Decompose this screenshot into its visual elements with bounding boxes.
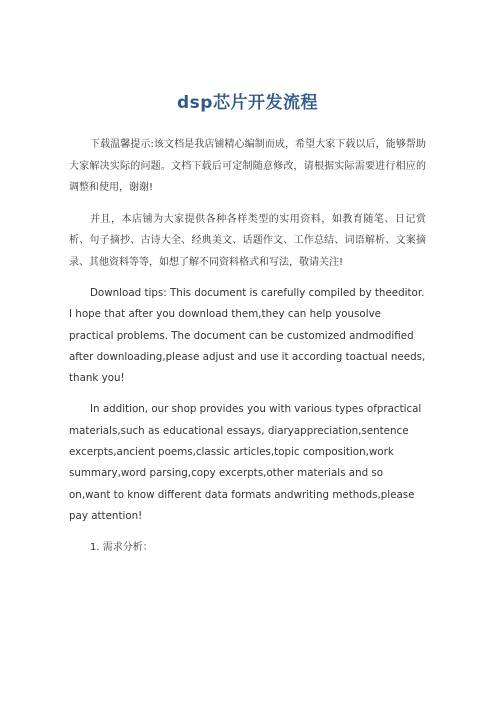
document-title: dsp芯片开发流程	[177, 93, 318, 113]
paragraph-download-tips-en: Download tips: This document is carefully compiled by theeditor. I hope that after you download them,they can help yousolve practical problems. The document can be customized andmodified after downloading,please adjust and use it according toactual needs, thank you!	[69, 287, 426, 385]
paragraph-download-tips-cn: 下载温馨提示:该文档是我店铺精心编制而成，希望大家下载以后，能够帮助大家解决实际的问题。文档下载后可定制随意修改，请根据实际需要进行相应的调整和使用，谢谢!	[69, 139, 426, 193]
list-item-requirements: 1. 需求分析：	[90, 542, 153, 554]
paragraph-shop-intro-en: In addition, our shop provides you with various types ofpractical materials,such as educational essays, diaryappreciation,sentence excerpts,ancient poems,classic articles,topic composition,work summary,word parsing,copy excerpts,other materials and so on,want to know different data formats andwriting methods,please pay attention!	[69, 403, 422, 522]
paragraph-shop-intro-cn: 并且，本店铺为大家提供各种各样类型的实用资料，如教育随笔、日记赏析、句子摘抄、古诗大全、经典美文、话题作文、工作总结、词语解析、文案摘录、其他资料等等，如想了解不同资料格式和写法，敬请关注!	[69, 213, 426, 268]
